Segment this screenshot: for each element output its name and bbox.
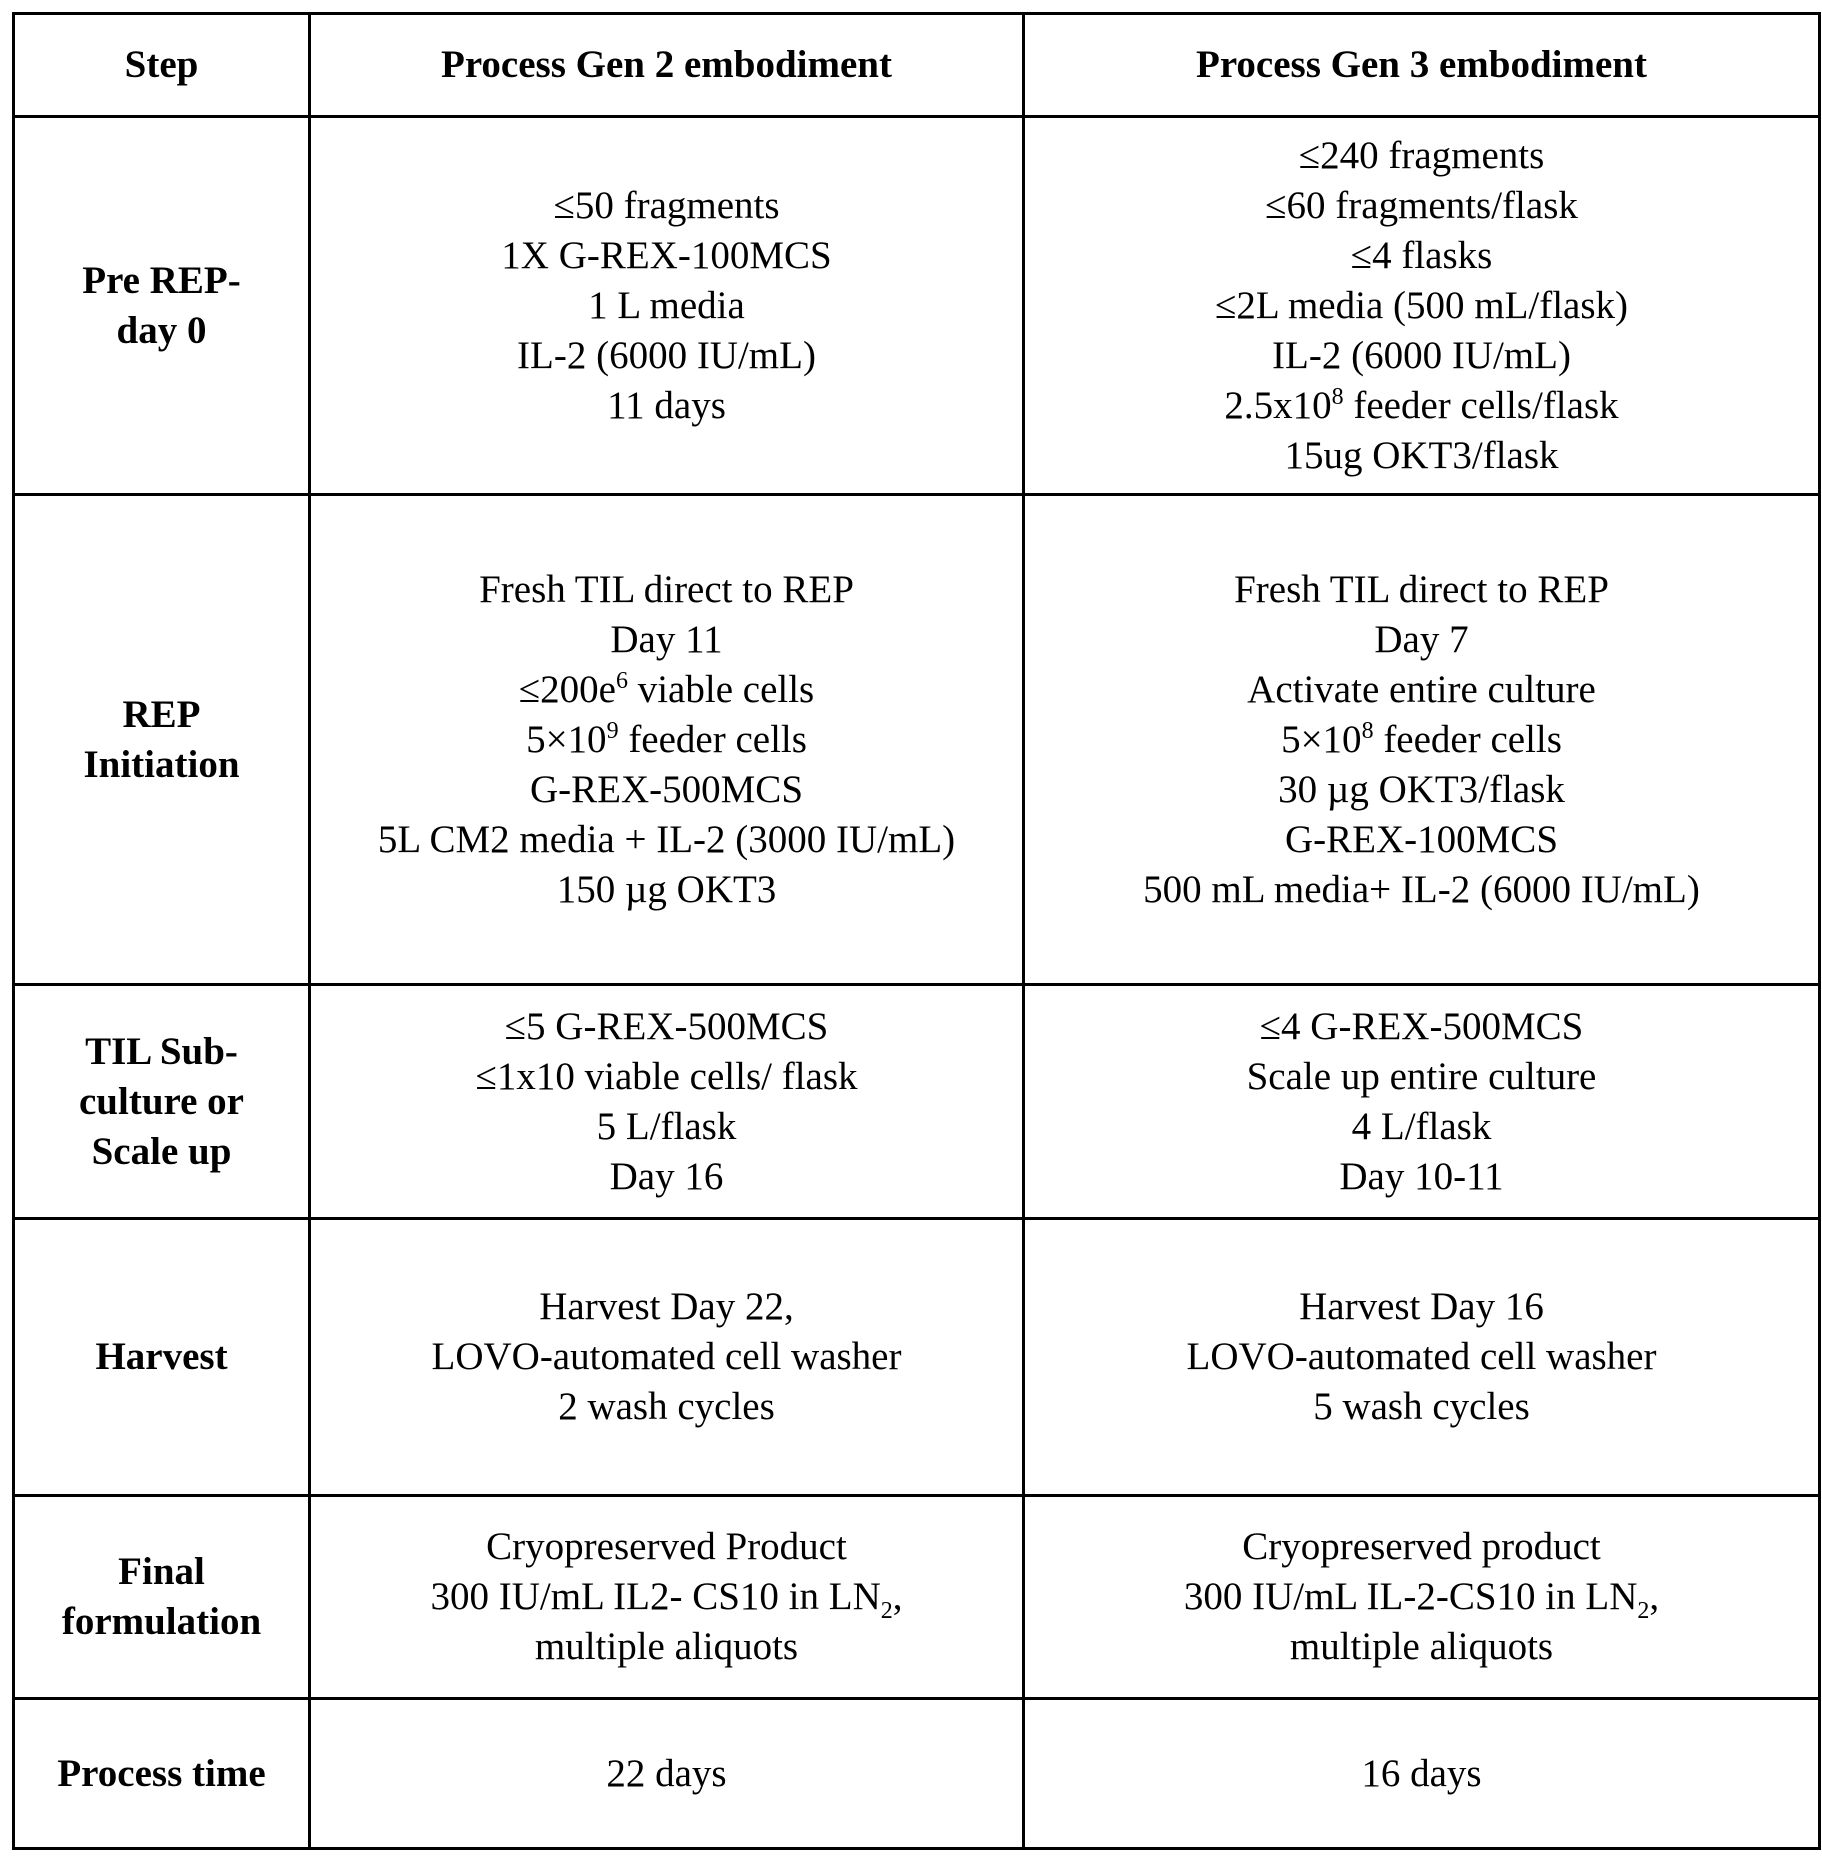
step-label-line: Process time bbox=[21, 1749, 302, 1799]
gen2-cell bbox=[310, 117, 1024, 495]
text: ≤5 G-REX-500MCS bbox=[505, 1005, 829, 1048]
cell-line bbox=[317, 281, 1016, 331]
text: 1 L media bbox=[588, 284, 745, 327]
gen3-cell bbox=[1024, 495, 1820, 985]
cell-line bbox=[317, 381, 1016, 431]
step-label-line: Harvest bbox=[21, 1332, 302, 1382]
text: LOVO-automated cell washer bbox=[1187, 1335, 1657, 1378]
cell-line bbox=[317, 815, 1016, 865]
cell-line bbox=[1031, 1002, 1812, 1052]
text: , bbox=[1649, 1575, 1659, 1618]
cell-line bbox=[317, 331, 1016, 381]
text: G-REX-100MCS bbox=[1285, 818, 1558, 861]
text: Fresh TIL direct to REP bbox=[1234, 568, 1609, 611]
cell-line bbox=[1031, 765, 1812, 815]
text: 2 wash cycles bbox=[558, 1385, 775, 1428]
text: Day 16 bbox=[610, 1155, 724, 1198]
superscript: 6 bbox=[616, 668, 628, 694]
step-label-line: Initiation bbox=[21, 740, 302, 790]
step-cell bbox=[14, 495, 310, 985]
gen3-cell bbox=[1024, 117, 1820, 495]
step-cell bbox=[14, 1219, 310, 1496]
text: 30 µg OKT3/flask bbox=[1278, 768, 1565, 811]
cell-line bbox=[1031, 381, 1812, 431]
header-row bbox=[14, 14, 1820, 117]
cell-line bbox=[1031, 1332, 1812, 1382]
gen3-cell bbox=[1024, 1699, 1820, 1849]
cell-line bbox=[317, 1002, 1016, 1052]
table-row bbox=[14, 1496, 1820, 1699]
gen2-cell bbox=[310, 1219, 1024, 1496]
step-label-line: formulation bbox=[21, 1597, 302, 1647]
step-label-line: Final bbox=[21, 1547, 302, 1597]
cell-line bbox=[317, 1332, 1016, 1382]
step-label-line: TIL Sub- bbox=[21, 1027, 302, 1077]
superscript: 9 bbox=[607, 718, 619, 744]
cell-line bbox=[1031, 1282, 1812, 1332]
text: 16 days bbox=[1361, 1752, 1481, 1795]
text: Harvest Day 16 bbox=[1299, 1285, 1544, 1328]
gen3-cell bbox=[1024, 1219, 1820, 1496]
cell-line bbox=[317, 1572, 1016, 1622]
step-cell bbox=[14, 1496, 310, 1699]
text: , bbox=[893, 1575, 903, 1618]
text: ≤2L media (500 mL/flask) bbox=[1215, 284, 1628, 327]
cell-line bbox=[1031, 231, 1812, 281]
cell-line bbox=[1031, 431, 1812, 481]
cell-line bbox=[1031, 331, 1812, 381]
text: ≤60 fragments/flask bbox=[1265, 184, 1578, 227]
cell-line bbox=[1031, 665, 1812, 715]
step-cell bbox=[14, 985, 310, 1219]
subscript: 2 bbox=[1637, 1598, 1649, 1624]
cell-line bbox=[317, 1102, 1016, 1152]
superscript: 8 bbox=[1362, 718, 1374, 744]
text: 5 L/flask bbox=[597, 1105, 737, 1148]
cell-line bbox=[1031, 1152, 1812, 1202]
text: 5×10 bbox=[1281, 718, 1362, 761]
text: viable cells bbox=[628, 668, 814, 711]
text: feeder cells/flask bbox=[1344, 384, 1619, 427]
header-step: Step bbox=[14, 14, 310, 117]
step-label-line: Pre REP- bbox=[21, 256, 302, 306]
text: LOVO-automated cell washer bbox=[432, 1335, 902, 1378]
text: 5×10 bbox=[526, 718, 607, 761]
text: multiple aliquots bbox=[535, 1625, 798, 1668]
cell-line bbox=[1031, 865, 1812, 915]
cell-line bbox=[1031, 131, 1812, 181]
cell-line bbox=[1031, 1572, 1812, 1622]
cell-line bbox=[1031, 281, 1812, 331]
step-label-line: culture or bbox=[21, 1077, 302, 1127]
text: Activate entire culture bbox=[1247, 668, 1596, 711]
text: 150 µg OKT3 bbox=[557, 868, 777, 911]
table-row bbox=[14, 985, 1820, 1219]
header-gen3: Process Gen 3 embodiment bbox=[1024, 14, 1820, 117]
cell-line bbox=[1031, 1522, 1812, 1572]
text: Fresh TIL direct to REP bbox=[479, 568, 854, 611]
cell-line bbox=[1031, 715, 1812, 765]
text: 300 IU/mL IL-2-CS10 in LN bbox=[1184, 1575, 1638, 1618]
cell-line bbox=[317, 1152, 1016, 1202]
cell-line bbox=[1031, 1622, 1812, 1672]
process-comparison-table bbox=[12, 12, 1821, 1850]
text: 2.5x10 bbox=[1224, 384, 1331, 427]
cell-line bbox=[317, 665, 1016, 715]
cell-line bbox=[317, 765, 1016, 815]
text: 5L CM2 media + IL-2 (3000 IU/mL) bbox=[378, 818, 955, 861]
text: Day 10-11 bbox=[1339, 1155, 1503, 1198]
gen2-cell bbox=[310, 1496, 1024, 1699]
table-row bbox=[14, 117, 1820, 495]
cell-line bbox=[317, 181, 1016, 231]
step-label-line: Scale up bbox=[21, 1127, 302, 1177]
text: IL-2 (6000 IU/mL) bbox=[517, 334, 816, 377]
gen2-cell bbox=[310, 495, 1024, 985]
gen3-cell bbox=[1024, 1496, 1820, 1699]
text: feeder cells bbox=[619, 718, 807, 761]
text: ≤1x10 viable cells/ flask bbox=[475, 1055, 857, 1098]
text: 22 days bbox=[606, 1752, 726, 1795]
cell-line bbox=[317, 1282, 1016, 1332]
gen2-cell bbox=[310, 985, 1024, 1219]
cell-line bbox=[1031, 181, 1812, 231]
cell-line bbox=[317, 565, 1016, 615]
text: 5 wash cycles bbox=[1313, 1385, 1530, 1428]
text: Day 7 bbox=[1374, 618, 1468, 661]
cell-line bbox=[1031, 1749, 1812, 1799]
cell-line bbox=[1031, 615, 1812, 665]
step-label-line: day 0 bbox=[21, 306, 302, 356]
cell-line bbox=[1031, 815, 1812, 865]
text: ≤200e bbox=[519, 668, 616, 711]
text: 500 mL media+ IL-2 (6000 IU/mL) bbox=[1143, 868, 1700, 911]
table-row bbox=[14, 1699, 1820, 1849]
cell-line bbox=[317, 1522, 1016, 1572]
text: ≤240 fragments bbox=[1299, 134, 1545, 177]
cell-line bbox=[1031, 1052, 1812, 1102]
text: 11 days bbox=[607, 384, 726, 427]
step-cell bbox=[14, 117, 310, 495]
superscript: 8 bbox=[1332, 384, 1344, 410]
text: 15ug OKT3/flask bbox=[1284, 434, 1558, 477]
cell-line bbox=[317, 1622, 1016, 1672]
gen3-cell bbox=[1024, 985, 1820, 1219]
cell-line bbox=[317, 865, 1016, 915]
text: 4 L/flask bbox=[1352, 1105, 1492, 1148]
table-row bbox=[14, 495, 1820, 985]
cell-line bbox=[1031, 1382, 1812, 1432]
cell-line bbox=[317, 231, 1016, 281]
text: ≤50 fragments bbox=[553, 184, 779, 227]
cell-line bbox=[317, 1052, 1016, 1102]
step-cell bbox=[14, 1699, 310, 1849]
table-row bbox=[14, 1219, 1820, 1496]
text: G-REX-500MCS bbox=[530, 768, 803, 811]
text: 300 IU/mL IL2- CS10 in LN bbox=[430, 1575, 880, 1618]
text: IL-2 (6000 IU/mL) bbox=[1272, 334, 1571, 377]
text: ≤4 flasks bbox=[1351, 234, 1493, 277]
cell-line bbox=[317, 715, 1016, 765]
text: Day 11 bbox=[610, 618, 722, 661]
header-gen2: Process Gen 2 embodiment bbox=[310, 14, 1024, 117]
text: Scale up entire culture bbox=[1247, 1055, 1597, 1098]
cell-line bbox=[317, 615, 1016, 665]
subscript: 2 bbox=[881, 1598, 893, 1624]
cell-line bbox=[317, 1382, 1016, 1432]
cell-line bbox=[1031, 1102, 1812, 1152]
step-label-line: REP bbox=[21, 690, 302, 740]
text: ≤4 G-REX-500MCS bbox=[1260, 1005, 1584, 1048]
cell-line bbox=[317, 1749, 1016, 1799]
text: 1X G-REX-100MCS bbox=[501, 234, 831, 277]
text: Cryopreserved product bbox=[1242, 1525, 1600, 1568]
text: multiple aliquots bbox=[1290, 1625, 1553, 1668]
text: Harvest Day 22, bbox=[539, 1285, 794, 1328]
text: Cryopreserved Product bbox=[486, 1525, 847, 1568]
cell-line bbox=[1031, 565, 1812, 615]
gen2-cell bbox=[310, 1699, 1024, 1849]
text: feeder cells bbox=[1374, 718, 1562, 761]
